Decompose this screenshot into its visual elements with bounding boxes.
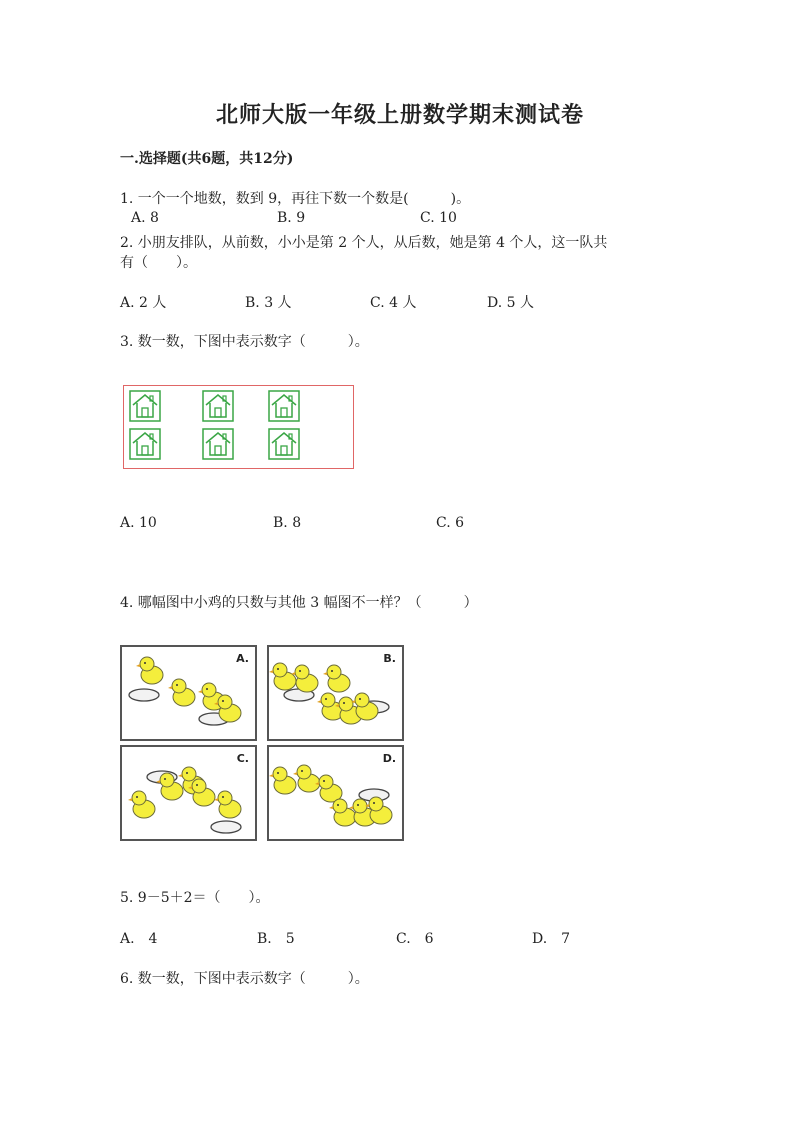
question-5-option-c: C. 6 — [396, 931, 434, 947]
question-3-option-b: B. 8 — [273, 515, 302, 531]
question-2-option-a: A. 2 人 — [120, 295, 167, 311]
chick — [136, 657, 163, 684]
chick-panel-a — [120, 645, 257, 741]
chick-illustration — [122, 647, 255, 739]
chick — [128, 791, 155, 818]
chick-illustration — [269, 647, 402, 739]
question-2-option-d: D. 5 人 — [487, 295, 534, 311]
chick — [168, 679, 195, 706]
question-1-option-b: B. 9 — [277, 210, 306, 226]
question-5-option-a: A. 4 — [120, 931, 158, 947]
house-icon — [202, 428, 234, 460]
chick-illustration — [122, 747, 255, 839]
chick — [323, 665, 350, 692]
chick — [329, 799, 356, 826]
panel-label: A. — [236, 652, 249, 665]
question-6-stem: 6. 数一数，下图中表示数字（ ）。 — [120, 971, 369, 987]
chick-figure — [120, 645, 410, 845]
question-5-option-d: D. 7 — [532, 931, 571, 947]
panel-label: C. — [236, 752, 249, 765]
question-1-option-a: A. 8 — [131, 210, 159, 226]
house-figure — [123, 385, 354, 469]
question-2-stem-line2: 有（ ）。 — [120, 255, 197, 271]
question-5-option-b: B. 5 — [257, 931, 295, 947]
question-3-option-a: A. 10 — [120, 515, 157, 531]
house-icon — [129, 428, 161, 460]
question-4-stem: 4. 哪幅图中小鸡的只数与其他 3 幅图不一样？（ ） — [120, 595, 478, 611]
panel-label: D. — [382, 752, 396, 765]
chick-panel-b — [267, 645, 404, 741]
page-title: 北师大版一年级上册数学期末测试卷 — [215, 102, 584, 128]
feed-bowl — [129, 689, 159, 701]
house-icon — [268, 428, 300, 460]
house-icon — [129, 390, 161, 422]
question-2-option-b: B. 3 人 — [245, 295, 292, 311]
chick — [293, 765, 320, 792]
question-5-stem: 5. 9－5＋2＝（ ）。 — [120, 890, 270, 906]
house-icon — [268, 390, 300, 422]
house-icon — [202, 390, 234, 422]
question-3-stem: 3. 数一数，下图中表示数字（ ）。 — [120, 334, 369, 350]
question-1-stem: 1. 一个一个地数，数到 9，再往下数一个数是( )。 — [120, 191, 471, 207]
chick — [269, 767, 296, 794]
question-3-option-c: C. 6 — [436, 515, 465, 531]
chick-panel-c — [120, 745, 257, 841]
chick — [214, 791, 241, 818]
panel-label: B. — [383, 652, 396, 665]
section-heading: 一.选择题(共6题，共12分) — [120, 151, 294, 167]
question-2-stem-line1: 2. 小朋友排队，从前数，小小是第 2 个人，从后数，她是第 4 个人，这一队共 — [120, 235, 608, 251]
question-2-option-c: C. 4 人 — [370, 295, 417, 311]
chick-panel-d — [267, 745, 404, 841]
feed-bowl — [211, 821, 241, 833]
chick — [269, 663, 296, 690]
question-1-option-c: C. 10 — [420, 210, 457, 226]
